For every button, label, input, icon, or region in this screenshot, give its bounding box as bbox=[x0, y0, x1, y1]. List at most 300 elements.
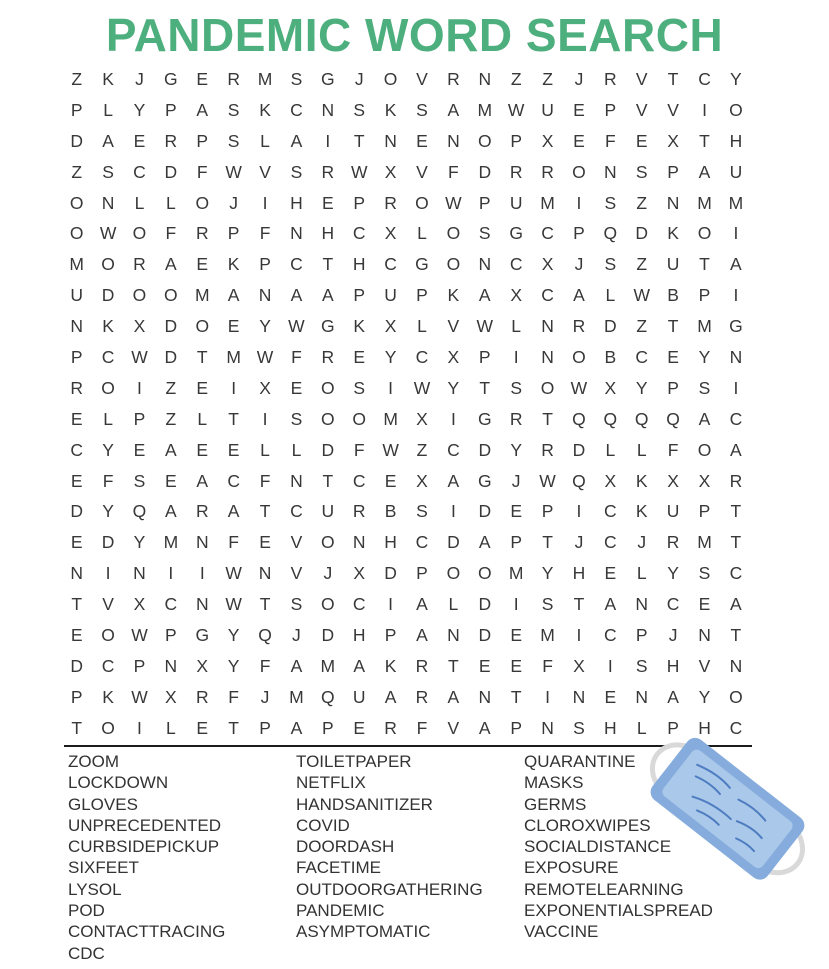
grid-letter[interactable]: Z bbox=[71, 68, 83, 89]
grid-letter[interactable]: Z bbox=[71, 161, 83, 182]
grid-letter[interactable]: I bbox=[388, 377, 394, 398]
grid-letter[interactable]: D bbox=[478, 624, 492, 645]
grid-letter[interactable]: S bbox=[290, 594, 303, 615]
grid-letter[interactable]: N bbox=[447, 624, 460, 645]
grid-letter[interactable]: Y bbox=[447, 377, 460, 398]
grid-letter[interactable]: R bbox=[384, 717, 397, 738]
grid-letter[interactable]: B bbox=[384, 501, 397, 522]
grid-letter[interactable]: P bbox=[133, 408, 146, 429]
grid-letter[interactable]: O bbox=[540, 377, 555, 398]
grid-letter[interactable]: J bbox=[668, 624, 678, 645]
grid-letter[interactable]: Z bbox=[636, 316, 648, 337]
grid-letter[interactable]: M bbox=[163, 532, 179, 553]
grid-letter[interactable]: D bbox=[478, 439, 492, 460]
grid-letter[interactable]: N bbox=[384, 130, 397, 151]
grid-letter[interactable]: W bbox=[570, 377, 588, 398]
grid-letter[interactable]: L bbox=[417, 316, 427, 337]
grid-letter[interactable]: O bbox=[164, 285, 178, 306]
grid-letter[interactable]: D bbox=[164, 346, 178, 367]
grid-letter[interactable]: U bbox=[666, 254, 680, 275]
grid-letter[interactable]: T bbox=[573, 594, 585, 615]
grid-letter[interactable]: E bbox=[290, 377, 303, 398]
grid-letter[interactable]: T bbox=[730, 624, 742, 645]
grid-letter[interactable]: K bbox=[102, 68, 114, 89]
grid-letter[interactable]: Y bbox=[384, 346, 397, 367]
grid-letter[interactable]: Y bbox=[102, 501, 114, 522]
grid-letter[interactable]: V bbox=[259, 161, 271, 182]
grid-letter[interactable]: E bbox=[196, 254, 209, 275]
grid-letter[interactable]: O bbox=[729, 686, 743, 707]
grid-letter[interactable]: N bbox=[70, 316, 84, 337]
grid-letter[interactable]: J bbox=[229, 192, 239, 213]
grid-letter[interactable]: C bbox=[101, 346, 115, 367]
grid-letter[interactable]: R bbox=[415, 655, 429, 676]
grid-letter[interactable]: H bbox=[666, 655, 680, 676]
grid-letter[interactable]: T bbox=[71, 717, 83, 738]
grid-letter[interactable]: Y bbox=[541, 563, 554, 584]
grid-letter[interactable]: E bbox=[510, 655, 522, 676]
grid-letter[interactable]: X bbox=[604, 470, 617, 491]
grid-letter[interactable]: I bbox=[733, 223, 739, 244]
grid-letter[interactable]: P bbox=[227, 223, 240, 244]
grid-letter[interactable]: Y bbox=[698, 686, 711, 707]
grid-letter[interactable]: A bbox=[227, 285, 240, 306]
grid-letter[interactable]: M bbox=[257, 68, 273, 89]
grid-letter[interactable]: V bbox=[635, 99, 648, 120]
grid-letter[interactable]: W bbox=[131, 624, 148, 645]
grid-letter[interactable]: W bbox=[99, 223, 117, 244]
grid-letter[interactable]: P bbox=[416, 563, 428, 584]
grid-letter[interactable]: R bbox=[195, 223, 209, 244]
grid-letter[interactable]: D bbox=[447, 532, 460, 553]
grid-letter[interactable]: G bbox=[509, 223, 523, 244]
grid-letter[interactable]: J bbox=[637, 532, 647, 553]
grid-letter[interactable]: I bbox=[576, 501, 582, 522]
grid-letter[interactable]: G bbox=[477, 470, 492, 491]
grid-letter[interactable]: R bbox=[195, 686, 209, 707]
grid-letter[interactable]: S bbox=[510, 377, 522, 398]
grid-letter[interactable]: G bbox=[321, 68, 335, 89]
grid-letter[interactable]: C bbox=[384, 254, 397, 275]
grid-letter[interactable]: E bbox=[321, 192, 334, 213]
grid-letter[interactable]: T bbox=[196, 346, 208, 367]
grid-letter[interactable]: P bbox=[416, 285, 428, 306]
grid-letter[interactable]: O bbox=[697, 223, 712, 244]
grid-letter[interactable]: P bbox=[667, 377, 679, 398]
grid-letter[interactable]: Y bbox=[667, 563, 679, 584]
grid-letter[interactable]: I bbox=[168, 563, 174, 584]
grid-letter[interactable]: M bbox=[728, 192, 744, 213]
grid-letter[interactable]: F bbox=[291, 346, 302, 367]
grid-letter[interactable]: A bbox=[698, 161, 711, 182]
grid-letter[interactable]: T bbox=[228, 717, 239, 738]
grid-letter[interactable]: T bbox=[71, 594, 83, 615]
grid-letter[interactable]: O bbox=[477, 563, 492, 584]
grid-letter[interactable]: A bbox=[384, 686, 397, 707]
grid-letter[interactable]: I bbox=[325, 130, 331, 151]
grid-letter[interactable]: I bbox=[137, 377, 142, 398]
grid-letter[interactable]: Y bbox=[259, 316, 271, 337]
grid-letter[interactable]: K bbox=[635, 470, 648, 491]
grid-letter[interactable]: E bbox=[227, 439, 240, 460]
grid-letter[interactable]: A bbox=[667, 686, 679, 707]
grid-letter[interactable]: A bbox=[102, 130, 114, 151]
grid-letter[interactable]: T bbox=[667, 68, 679, 89]
grid-letter[interactable]: R bbox=[729, 470, 743, 491]
grid-letter[interactable]: L bbox=[448, 594, 459, 615]
grid-letter[interactable]: N bbox=[70, 563, 84, 584]
grid-letter[interactable]: I bbox=[450, 408, 456, 429]
grid-letter[interactable]: C bbox=[604, 501, 617, 522]
grid-letter[interactable]: O bbox=[321, 408, 335, 429]
grid-letter[interactable]: W bbox=[225, 563, 242, 584]
grid-letter[interactable]: X bbox=[667, 470, 679, 491]
grid-letter[interactable]: F bbox=[604, 130, 616, 151]
grid-letter[interactable]: F bbox=[228, 686, 239, 707]
grid-letter[interactable]: I bbox=[262, 192, 268, 213]
grid-letter[interactable]: I bbox=[607, 655, 613, 676]
grid-letter[interactable]: N bbox=[729, 655, 743, 676]
grid-letter[interactable]: R bbox=[133, 254, 146, 275]
grid-letter[interactable]: F bbox=[165, 223, 177, 244]
grid-letter[interactable]: N bbox=[447, 130, 460, 151]
grid-letter[interactable]: N bbox=[541, 316, 554, 337]
grid-letter[interactable]: C bbox=[541, 285, 554, 306]
grid-letter[interactable]: S bbox=[635, 655, 648, 676]
grid-letter[interactable]: L bbox=[260, 439, 270, 460]
grid-letter[interactable]: T bbox=[667, 316, 679, 337]
grid-letter[interactable]: R bbox=[384, 192, 397, 213]
grid-letter[interactable]: U bbox=[509, 192, 523, 213]
grid-letter[interactable]: N bbox=[635, 594, 649, 615]
grid-letter[interactable]: F bbox=[353, 439, 365, 460]
grid-letter[interactable]: P bbox=[604, 99, 617, 120]
grid-letter[interactable]: X bbox=[384, 316, 397, 337]
grid-letter[interactable]: L bbox=[260, 130, 270, 151]
grid-letter[interactable]: S bbox=[541, 594, 554, 615]
grid-letter[interactable]: C bbox=[415, 346, 429, 367]
grid-letter[interactable]: X bbox=[384, 161, 397, 182]
grid-letter[interactable]: E bbox=[510, 624, 522, 645]
grid-letter[interactable]: D bbox=[635, 223, 649, 244]
grid-letter[interactable]: J bbox=[135, 68, 144, 89]
grid-letter[interactable]: D bbox=[478, 594, 492, 615]
grid-letter[interactable]: S bbox=[416, 99, 428, 120]
grid-letter[interactable]: E bbox=[353, 346, 366, 367]
grid-letter[interactable]: A bbox=[730, 439, 742, 460]
grid-letter[interactable]: X bbox=[510, 285, 522, 306]
grid-letter[interactable]: N bbox=[164, 655, 178, 676]
grid-letter[interactable]: U bbox=[384, 285, 397, 306]
grid-letter[interactable]: T bbox=[542, 408, 553, 429]
grid-letter[interactable]: W bbox=[382, 439, 399, 460]
grid-letter[interactable]: S bbox=[698, 377, 711, 398]
grid-letter[interactable]: L bbox=[166, 192, 176, 213]
grid-letter[interactable]: Y bbox=[102, 439, 114, 460]
grid-letter[interactable]: E bbox=[70, 624, 83, 645]
grid-letter[interactable]: X bbox=[698, 470, 711, 491]
grid-letter[interactable]: T bbox=[353, 130, 365, 151]
grid-letter[interactable]: E bbox=[196, 439, 209, 460]
grid-letter[interactable]: F bbox=[542, 655, 553, 676]
grid-letter[interactable]: S bbox=[604, 254, 617, 275]
grid-letter[interactable]: F bbox=[196, 161, 208, 182]
grid-letter[interactable]: D bbox=[572, 439, 586, 460]
grid-letter[interactable]: T bbox=[479, 377, 491, 398]
grid-letter[interactable]: D bbox=[478, 501, 492, 522]
grid-letter[interactable]: F bbox=[448, 161, 459, 182]
grid-letter[interactable]: T bbox=[542, 532, 553, 553]
grid-letter[interactable]: N bbox=[478, 254, 492, 275]
grid-letter[interactable]: H bbox=[698, 717, 711, 738]
grid-letter[interactable]: D bbox=[101, 532, 115, 553]
grid-letter[interactable]: A bbox=[196, 470, 209, 491]
grid-letter[interactable]: C bbox=[290, 501, 303, 522]
grid-letter[interactable]: W bbox=[539, 470, 556, 491]
grid-letter[interactable]: E bbox=[353, 717, 366, 738]
grid-letter[interactable]: Y bbox=[227, 655, 240, 676]
grid-letter[interactable]: Y bbox=[133, 99, 146, 120]
grid-letter[interactable]: U bbox=[352, 686, 366, 707]
grid-letter[interactable]: Y bbox=[510, 439, 522, 460]
grid-letter[interactable]: F bbox=[416, 717, 428, 738]
grid-letter[interactable]: S bbox=[353, 377, 366, 398]
grid-letter[interactable]: O bbox=[446, 563, 461, 584]
grid-letter[interactable]: R bbox=[509, 161, 523, 182]
grid-letter[interactable]: P bbox=[541, 501, 554, 522]
grid-letter[interactable]: I bbox=[450, 501, 456, 522]
grid-letter[interactable]: A bbox=[227, 501, 240, 522]
grid-letter[interactable]: I bbox=[231, 377, 237, 398]
grid-letter[interactable]: M bbox=[289, 686, 304, 707]
grid-letter[interactable]: M bbox=[477, 99, 493, 120]
grid-letter[interactable]: S bbox=[416, 501, 428, 522]
grid-letter[interactable]: L bbox=[291, 439, 302, 460]
grid-letter[interactable]: R bbox=[352, 501, 366, 522]
grid-letter[interactable]: T bbox=[228, 408, 239, 429]
grid-letter[interactable]: P bbox=[384, 624, 397, 645]
grid-letter[interactable]: L bbox=[605, 285, 616, 306]
grid-letter[interactable]: N bbox=[133, 563, 146, 584]
grid-letter[interactable]: C bbox=[70, 439, 84, 460]
grid-letter[interactable]: V bbox=[102, 594, 114, 615]
grid-letter[interactable]: N bbox=[698, 624, 711, 645]
grid-letter[interactable]: X bbox=[541, 254, 554, 275]
grid-letter[interactable]: Z bbox=[636, 254, 648, 275]
grid-letter[interactable]: E bbox=[510, 501, 522, 522]
grid-letter[interactable]: G bbox=[415, 254, 429, 275]
grid-letter[interactable]: D bbox=[70, 655, 84, 676]
grid-letter[interactable]: N bbox=[541, 717, 554, 738]
grid-letter[interactable]: W bbox=[633, 285, 650, 306]
grid-letter[interactable]: V bbox=[698, 655, 711, 676]
grid-letter[interactable]: M bbox=[320, 655, 336, 676]
grid-letter[interactable]: G bbox=[729, 316, 743, 337]
grid-letter[interactable]: O bbox=[352, 408, 367, 429]
grid-letter[interactable]: I bbox=[733, 285, 739, 306]
grid-letter[interactable]: B bbox=[604, 346, 617, 367]
grid-letter[interactable]: O bbox=[101, 717, 115, 738]
grid-letter[interactable]: H bbox=[321, 223, 335, 244]
grid-letter[interactable]: L bbox=[197, 408, 208, 429]
grid-letter[interactable]: T bbox=[259, 594, 271, 615]
grid-letter[interactable]: O bbox=[69, 192, 84, 213]
grid-letter[interactable]: K bbox=[384, 655, 397, 676]
grid-letter[interactable]: P bbox=[478, 346, 491, 367]
grid-letter[interactable]: E bbox=[196, 377, 209, 398]
grid-letter[interactable]: W bbox=[225, 161, 242, 182]
grid-letter[interactable]: W bbox=[131, 346, 148, 367]
grid-letter[interactable]: E bbox=[698, 594, 711, 615]
grid-letter[interactable]: L bbox=[103, 99, 113, 120]
grid-letter[interactable]: T bbox=[322, 254, 334, 275]
grid-letter[interactable]: N bbox=[572, 686, 586, 707]
grid-letter[interactable]: J bbox=[354, 68, 364, 89]
grid-letter[interactable]: F bbox=[228, 532, 239, 553]
grid-letter[interactable]: O bbox=[101, 624, 115, 645]
grid-letter[interactable]: S bbox=[227, 99, 240, 120]
grid-letter[interactable]: J bbox=[511, 470, 521, 491]
grid-letter[interactable]: N bbox=[666, 192, 680, 213]
grid-letter[interactable]: D bbox=[70, 130, 84, 151]
grid-letter[interactable]: L bbox=[417, 223, 427, 244]
grid-letter[interactable]: D bbox=[101, 285, 115, 306]
grid-letter[interactable]: Q bbox=[321, 686, 335, 707]
grid-letter[interactable]: A bbox=[573, 285, 585, 306]
grid-letter[interactable]: C bbox=[101, 655, 115, 676]
grid-letter[interactable]: O bbox=[446, 254, 461, 275]
grid-letter[interactable]: D bbox=[604, 316, 617, 337]
grid-letter[interactable]: N bbox=[729, 346, 743, 367]
grid-letter[interactable]: R bbox=[447, 68, 460, 89]
grid-letter[interactable]: Y bbox=[730, 68, 742, 89]
grid-letter[interactable]: E bbox=[133, 130, 146, 151]
grid-letter[interactable]: T bbox=[699, 130, 710, 151]
grid-letter[interactable]: H bbox=[384, 532, 397, 553]
grid-letter[interactable]: Y bbox=[227, 624, 240, 645]
grid-letter[interactable]: I bbox=[576, 192, 582, 213]
grid-letter[interactable]: C bbox=[729, 408, 743, 429]
grid-letter[interactable]: P bbox=[70, 99, 83, 120]
grid-letter[interactable]: P bbox=[196, 130, 209, 151]
grid-letter[interactable]: T bbox=[730, 501, 742, 522]
grid-letter[interactable]: X bbox=[165, 686, 177, 707]
grid-letter[interactable]: A bbox=[478, 285, 491, 306]
grid-letter[interactable]: Q bbox=[603, 408, 618, 429]
grid-letter[interactable]: W bbox=[131, 686, 148, 707]
grid-letter[interactable]: A bbox=[698, 408, 711, 429]
grid-letter[interactable]: O bbox=[383, 68, 398, 89]
grid-letter[interactable]: A bbox=[165, 501, 177, 522]
grid-letter[interactable]: P bbox=[353, 192, 366, 213]
grid-letter[interactable]: S bbox=[290, 408, 303, 429]
grid-letter[interactable]: X bbox=[384, 223, 397, 244]
grid-letter[interactable]: T bbox=[322, 470, 334, 491]
grid-letter[interactable]: R bbox=[541, 161, 554, 182]
grid-letter[interactable]: H bbox=[729, 130, 743, 151]
grid-letter[interactable]: J bbox=[574, 532, 584, 553]
grid-letter[interactable]: Q bbox=[258, 624, 272, 645]
grid-letter[interactable]: E bbox=[478, 655, 491, 676]
grid-letter[interactable]: P bbox=[698, 501, 711, 522]
grid-letter[interactable]: C bbox=[352, 223, 366, 244]
grid-letter[interactable]: Z bbox=[416, 439, 428, 460]
grid-letter[interactable]: G bbox=[164, 68, 178, 89]
grid-letter[interactable]: N bbox=[195, 594, 209, 615]
grid-letter[interactable]: U bbox=[321, 501, 335, 522]
grid-letter[interactable]: A bbox=[478, 717, 491, 738]
grid-letter[interactable]: C bbox=[290, 254, 303, 275]
grid-letter[interactable]: K bbox=[447, 285, 460, 306]
grid-letter[interactable]: W bbox=[256, 346, 274, 367]
grid-letter[interactable]: E bbox=[196, 68, 209, 89]
grid-letter[interactable]: A bbox=[290, 130, 303, 151]
grid-letter[interactable]: N bbox=[321, 99, 335, 120]
grid-letter[interactable]: I bbox=[388, 594, 394, 615]
grid-letter[interactable]: O bbox=[477, 130, 492, 151]
grid-letter[interactable]: R bbox=[541, 439, 554, 460]
grid-letter[interactable]: L bbox=[103, 408, 113, 429]
grid-letter[interactable]: R bbox=[164, 130, 178, 151]
grid-letter[interactable]: S bbox=[635, 161, 648, 182]
grid-letter[interactable]: L bbox=[636, 717, 647, 738]
grid-letter[interactable]: I bbox=[137, 717, 142, 738]
grid-letter[interactable]: D bbox=[321, 439, 335, 460]
grid-letter[interactable]: F bbox=[102, 470, 114, 491]
grid-letter[interactable]: J bbox=[323, 563, 333, 584]
grid-letter[interactable]: D bbox=[478, 161, 492, 182]
grid-letter[interactable]: C bbox=[604, 532, 617, 553]
grid-letter[interactable]: X bbox=[133, 594, 146, 615]
grid-letter[interactable]: A bbox=[290, 655, 303, 676]
grid-letter[interactable]: Q bbox=[572, 408, 586, 429]
grid-letter[interactable]: P bbox=[259, 717, 271, 738]
grid-letter[interactable]: R bbox=[321, 346, 335, 367]
grid-letter[interactable]: U bbox=[541, 99, 554, 120]
grid-letter[interactable]: Z bbox=[165, 408, 177, 429]
grid-letter[interactable]: E bbox=[604, 563, 617, 584]
grid-letter[interactable]: S bbox=[102, 161, 114, 182]
grid-letter[interactable]: R bbox=[70, 377, 84, 398]
grid-letter[interactable]: Q bbox=[132, 501, 147, 522]
grid-letter[interactable]: O bbox=[101, 377, 115, 398]
grid-letter[interactable]: X bbox=[416, 408, 428, 429]
grid-letter[interactable]: R bbox=[195, 501, 209, 522]
grid-letter[interactable]: V bbox=[447, 717, 460, 738]
grid-letter[interactable]: O bbox=[132, 223, 147, 244]
grid-letter[interactable]: L bbox=[166, 717, 176, 738]
grid-letter[interactable]: E bbox=[196, 717, 209, 738]
grid-letter[interactable]: L bbox=[511, 316, 522, 337]
grid-letter[interactable]: R bbox=[666, 532, 680, 553]
grid-letter[interactable]: I bbox=[513, 594, 519, 615]
grid-letter[interactable]: Z bbox=[542, 68, 553, 89]
grid-letter[interactable]: Z bbox=[636, 192, 648, 213]
grid-letter[interactable]: P bbox=[698, 285, 711, 306]
grid-letter[interactable]: X bbox=[196, 655, 209, 676]
grid-letter[interactable]: E bbox=[259, 532, 271, 553]
grid-letter[interactable]: D bbox=[70, 501, 84, 522]
grid-letter[interactable]: I bbox=[702, 99, 707, 120]
grid-letter[interactable]: E bbox=[227, 316, 240, 337]
grid-letter[interactable]: C bbox=[729, 563, 743, 584]
grid-letter[interactable]: P bbox=[510, 717, 522, 738]
grid-letter[interactable]: H bbox=[352, 254, 366, 275]
grid-letter[interactable]: V bbox=[290, 532, 303, 553]
grid-letter[interactable]: P bbox=[573, 223, 585, 244]
grid-letter[interactable]: L bbox=[605, 439, 616, 460]
grid-letter[interactable]: N bbox=[541, 346, 554, 367]
